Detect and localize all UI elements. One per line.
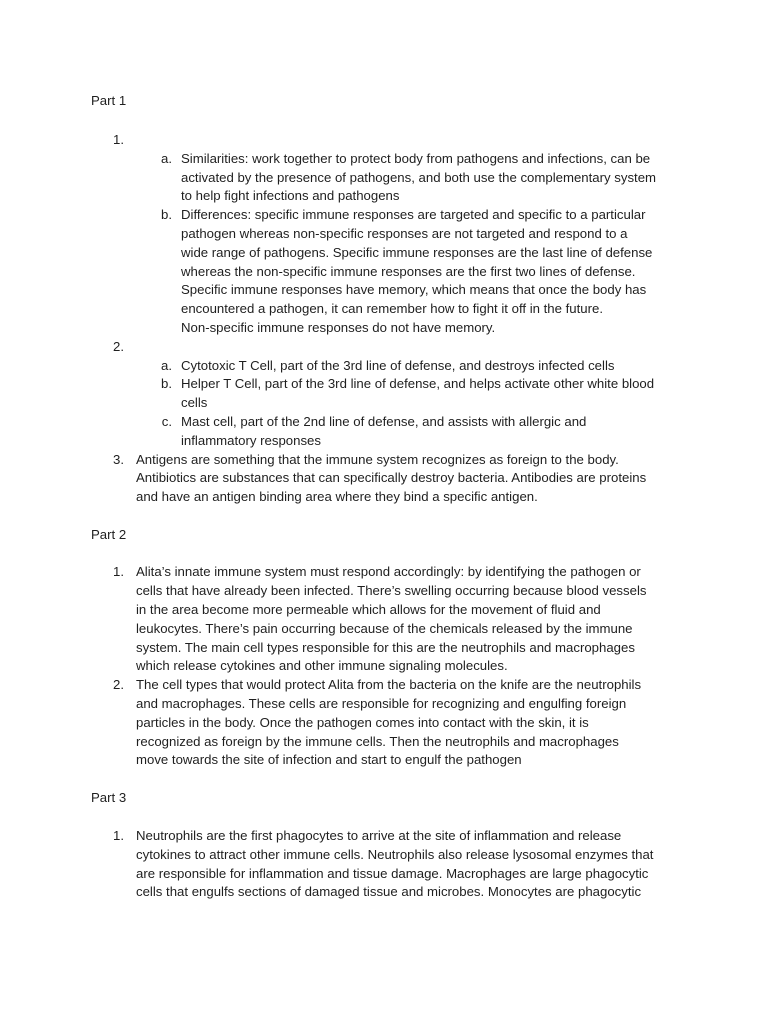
text-line: which release cytokines and other immune signaling molecules. <box>136 658 508 673</box>
text-line: to help fight infections and pathogens <box>181 188 400 203</box>
text-line: Antibiotics are substances that can specifically destroy bacteria. Antibodies are proteins <box>136 470 647 485</box>
text-line: pathogen whereas non-specific responses are not targeted and respond to a <box>181 226 628 241</box>
text-line: cells that engulfs sections of damaged tissue and microbes. Monocytes are phagocytic <box>136 884 642 899</box>
text-line: leukocytes. There’s pain occurring because of the chemicals released by the immune <box>136 621 633 636</box>
text-line: system. The main cell types responsible for this are the neutrophils and macrophages <box>136 640 635 655</box>
part-3-q1-marker: 1. <box>113 828 124 843</box>
part-3-heading: Part 3 <box>91 790 127 805</box>
part-1-q1-a-marker: a. <box>161 151 172 166</box>
part-2-heading: Part 2 <box>91 527 127 542</box>
text-line: whereas the non-specific immune responses are the first two lines of defense. <box>181 264 636 279</box>
text-line: inflammatory responses <box>181 433 321 448</box>
text-line: Mast cell, part of the 2nd line of defense, and assists with allergic and <box>181 414 587 429</box>
text-line: move towards the site of infection and start to engulf the pathogen <box>136 752 522 767</box>
part-1-q2-marker: 2. <box>113 339 124 354</box>
part-2-q2-marker: 2. <box>113 677 124 692</box>
text-line: The cell types that would protect Alita from the bacteria on the knife are the neutrophils <box>136 677 642 692</box>
text-line: Differences: specific immune responses are targeted and specific to a particular <box>181 207 646 222</box>
text-line: cells that have already been infected. There’s swelling occurring because blood vessels <box>136 583 647 598</box>
text-line: particles in the body. Once the pathogen comes into contact with the skin, it is <box>136 715 589 730</box>
text-line: activated by the presence of pathogens, and both use the complementary system <box>181 170 657 185</box>
part-1-q2-a-text: Cytotoxic T Cell, part of the 3rd line of defense, and destroys infected cells <box>181 358 615 373</box>
text-line: Alita’s innate immune system must respond accordingly: by identifying the pathogen or <box>136 564 641 579</box>
text-line: Similarities: work together to protect body from pathogens and infections, can be <box>181 151 651 166</box>
part-1-q2-c-marker: c. <box>161 414 172 429</box>
part-2-q1-marker: 1. <box>113 564 124 579</box>
text-line: Non-specific immune responses do not have memory. <box>181 320 496 335</box>
text-line: cytokines to attract other immune cells. Neutrophils also release lysosomal enzymes that <box>136 847 654 862</box>
text-line: recognized as foreign by the immune cells. Then the neutrophils and macrophages <box>136 734 619 749</box>
text-line: encountered a pathogen, it can remember how to fight it off in the future. <box>181 301 604 316</box>
part-1-q2-a-marker: a. <box>161 358 172 373</box>
text-line: and have an antigen binding area where they bind a specific antigen. <box>136 489 538 504</box>
text-line: Antigens are something that the immune system recognizes as foreign to the body. <box>136 452 619 467</box>
text-line: wide range of pathogens. Specific immune responses are the last line of defense <box>181 245 653 260</box>
part-1-q1-marker: 1. <box>113 132 124 147</box>
text-line: are responsible for inflammation and tissue damage. Macrophages are large phagocytic <box>136 866 649 881</box>
text-line: Helper T Cell, part of the 3rd line of defense, and helps activate other white blood <box>181 376 655 391</box>
text-line: Neutrophils are the first phagocytes to arrive at the site of inflammation and release <box>136 828 622 843</box>
text-line: cells <box>181 395 208 410</box>
text-line: in the area become more permeable which allows for the movement of fluid and <box>136 602 601 617</box>
text-line: Specific immune responses have memory, which means that once the body has <box>181 282 647 297</box>
part-1-q3-marker: 3. <box>113 452 124 467</box>
text-line: and macrophages. These cells are responsible for recognizing and engulfing foreign <box>136 696 627 711</box>
part-1-q1-b-marker: b. <box>161 207 172 222</box>
part-1-q2-b-marker: b. <box>161 376 172 391</box>
part-1-heading: Part 1 <box>91 93 127 108</box>
